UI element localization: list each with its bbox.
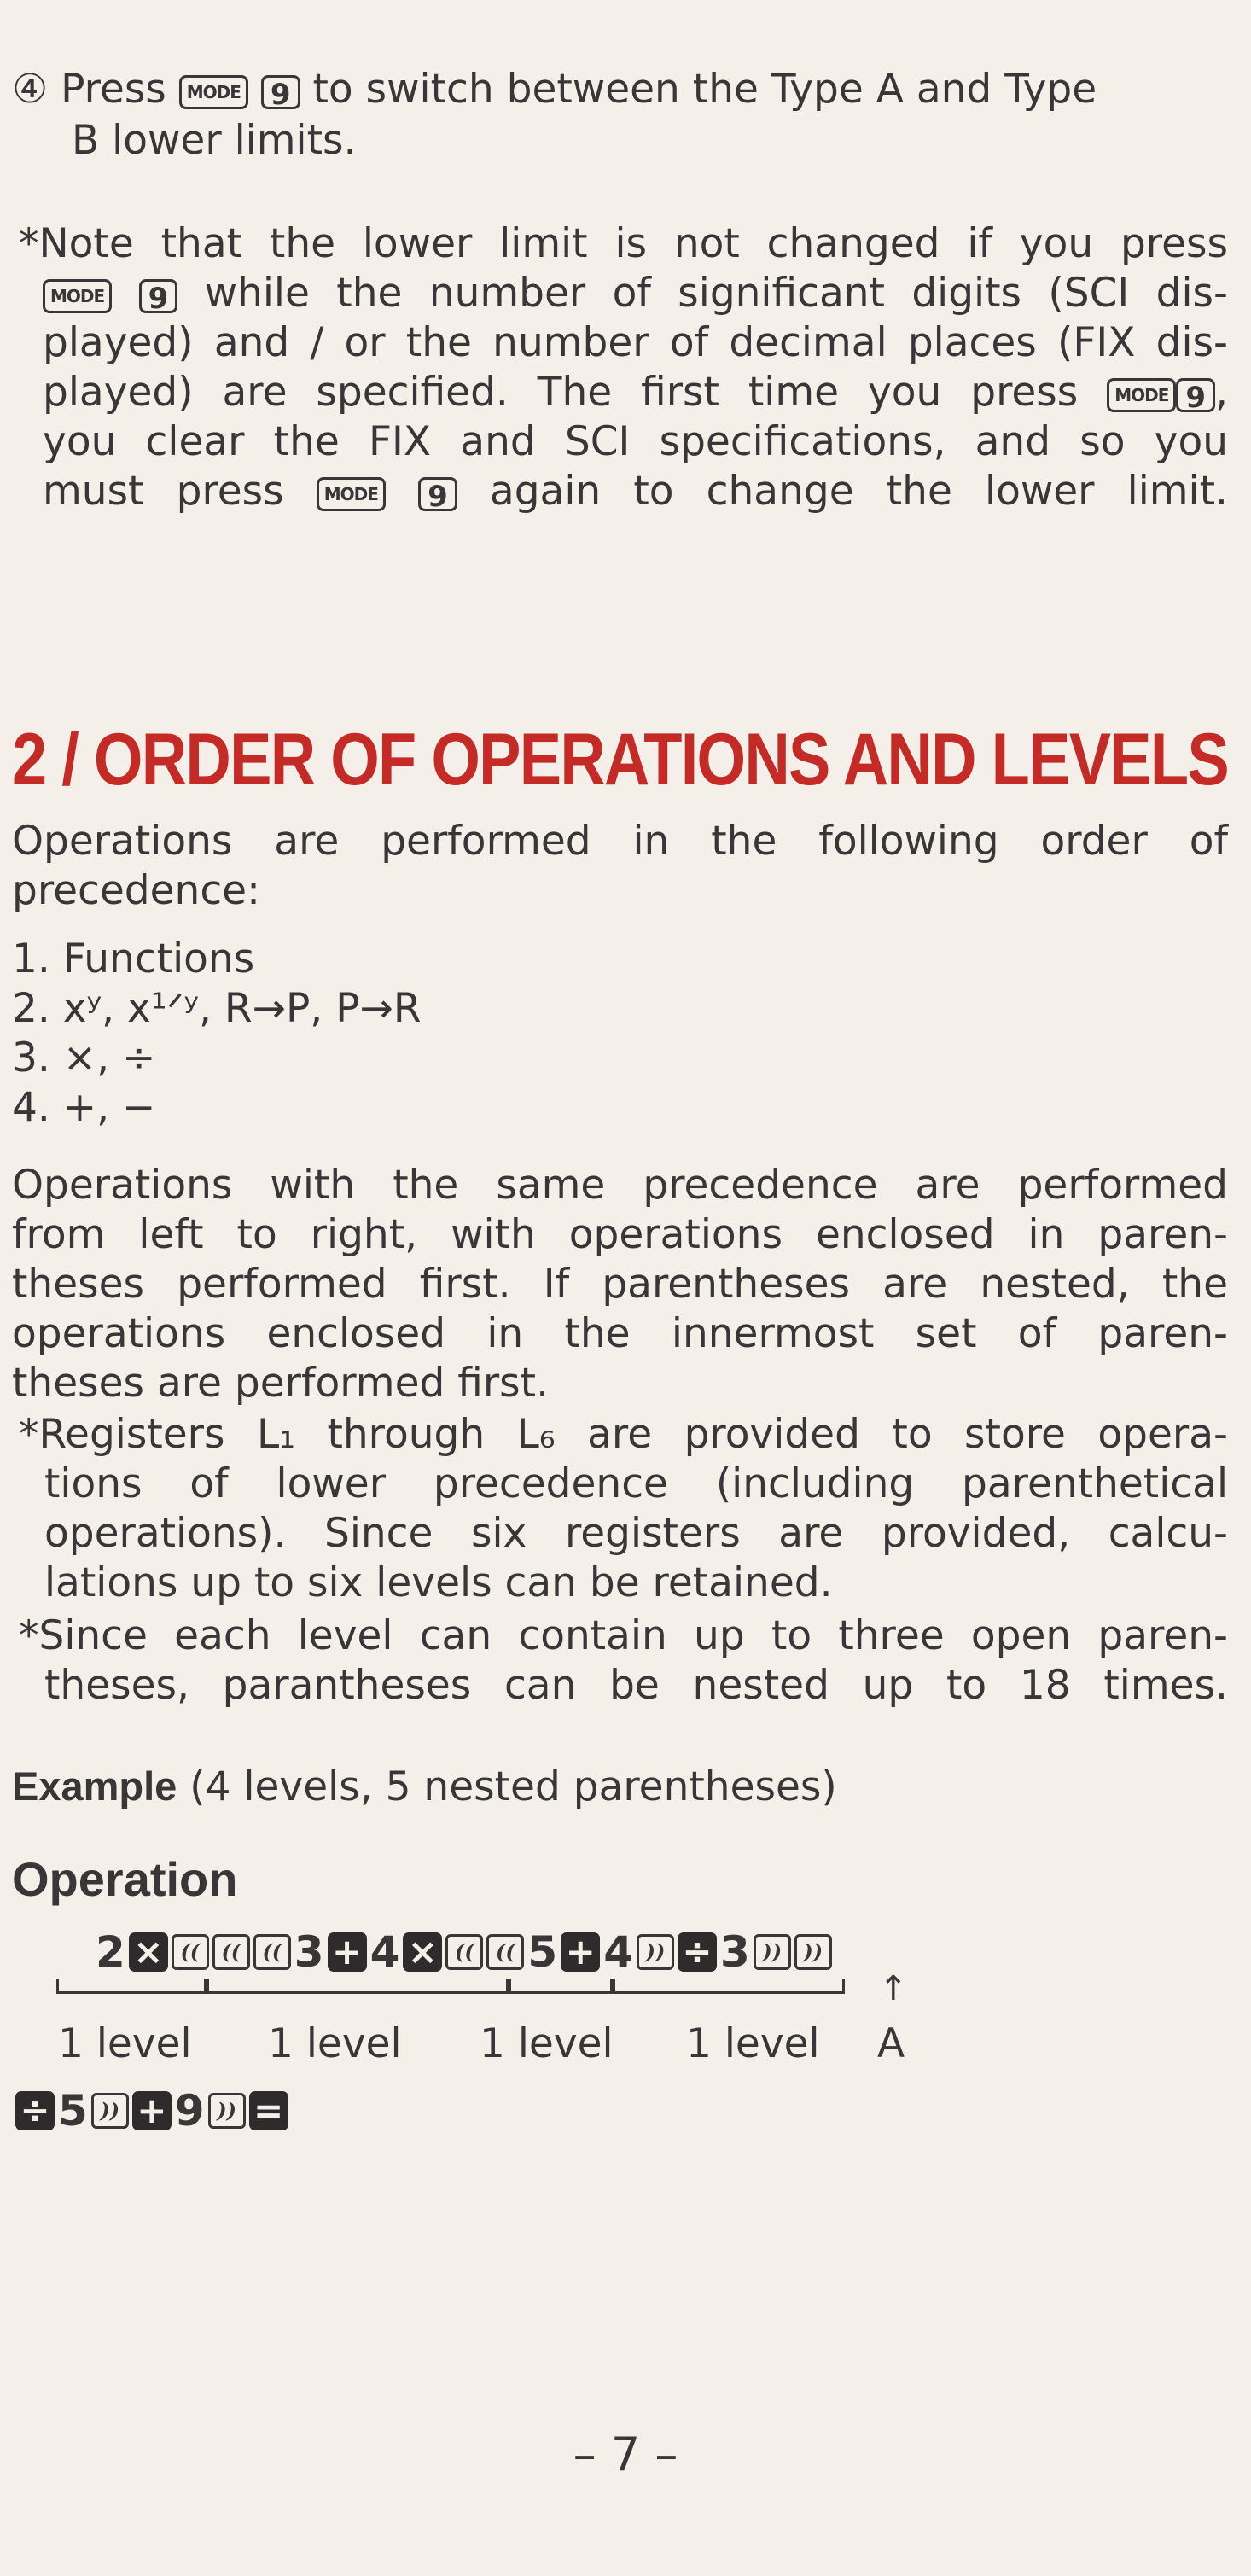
multiply-key-icon: × <box>403 1932 442 1972</box>
level-bracket <box>613 1979 845 1994</box>
digit-key: 3 <box>719 1927 750 1977</box>
key-sequence-row-1 <box>96 1927 832 1977</box>
open-paren-key-icon: (( <box>486 1934 524 1970</box>
digit-key: 4 <box>603 1927 633 1977</box>
key-sequence-row-2 <box>15 2086 288 2136</box>
level-bracket <box>509 1979 613 1994</box>
open-paren-key-icon: (( <box>445 1934 483 1970</box>
digit-key: 3 <box>294 1927 324 1977</box>
precedence-paragraph: Operations with the same precedence are performed from left to right, with operations enclosed in paren- theses performed first. If parentheses are nested, the operations enclosed in the innermost set of paren- theses are performed first. <box>12 1162 1228 1407</box>
divide-key-icon: ÷ <box>15 2091 55 2130</box>
precedence-list <box>12 935 422 1133</box>
nesting-note: *Since each level can contain up to three open paren- theses, parantheses can be nested up to 18 times. <box>19 1612 1228 1709</box>
note-block: *Note that the lower limit is not changed if you press MODE 9 while the number of significant digits (SCI dis- played) and / or the number of decimal places (FIX dis- played) are specified. The first time you press MODE 9 , you clear the FIX and SCI specifications, and so you must press MODE 9 again to change the lower limit. <box>19 220 1228 515</box>
level-bracket <box>207 1979 509 1994</box>
open-paren-key-icon: (( <box>212 1934 250 1970</box>
digit-key: 5 <box>58 2086 88 2136</box>
nine-key-icon: 9 <box>418 477 457 511</box>
open-paren-key-icon: (( <box>172 1934 209 1970</box>
close-paren-key-icon: )) <box>637 1934 674 1970</box>
open-paren-key-icon: (( <box>253 1934 291 1970</box>
nine-key-icon: 9 <box>139 279 178 313</box>
multiply-key-icon: × <box>129 1932 168 1972</box>
close-paren-key-icon: )) <box>208 2093 246 2129</box>
level-label: 1 level <box>480 2020 614 2067</box>
intro-paragraph: Operations are performed in the following order of precedence: <box>12 818 1228 914</box>
nine-key-icon: 9 <box>261 75 300 109</box>
list-item: 4. +, − <box>12 1084 156 1131</box>
level-label: 1 level <box>268 2020 402 2067</box>
circled-4-marker: ④ <box>12 66 49 113</box>
mode-key-icon: MODE <box>43 279 112 313</box>
digit-key: 9 <box>174 2086 205 2136</box>
divide-key-icon: ÷ <box>678 1932 717 1972</box>
list-item: 2. xʸ, x¹ᐟʸ, R→P, P→R <box>12 985 422 1032</box>
mode-key-icon: MODE <box>317 477 386 511</box>
level-label: 1 level <box>686 2020 820 2067</box>
step-4-line-1: ④ Press MODE 9 to switch between the Type A and Type <box>12 66 1097 113</box>
level-a-label: A <box>877 2020 905 2067</box>
plus-key-icon: + <box>561 1932 600 1972</box>
arrow-up-icon: ↑ <box>879 1969 908 2008</box>
list-item: 3. ×, ÷ <box>12 1034 156 1081</box>
mode-key-icon: MODE <box>179 75 248 109</box>
page-number: – 7 – <box>573 2427 678 2481</box>
digit-key: 2 <box>96 1927 125 1977</box>
registers-note: *Registers L₁ through L₆ are provided to store opera- tions of lower precedence (including parenthetical operations). Since six registers are provided, calcu- lations up to six levels can be retained. <box>19 1411 1228 1606</box>
close-paren-key-icon: )) <box>794 1934 832 1970</box>
example-label: Example <box>12 1763 177 1809</box>
nine-key-icon: 9 <box>1176 378 1215 412</box>
section-title: 2 / ORDER OF OPERATIONS AND LEVELS <box>12 719 1228 801</box>
plus-key-icon: + <box>132 2091 172 2130</box>
mode-key-icon: MODE <box>1107 378 1176 412</box>
level-bracket <box>56 1979 207 1994</box>
digit-key: 5 <box>527 1927 558 1977</box>
step-4-line-2: B lower limits. <box>72 117 357 164</box>
level-label: 1 level <box>58 2020 192 2067</box>
equals-key-icon: = <box>249 2091 288 2130</box>
example-line: Example (4 levels, 5 nested parentheses) <box>12 1763 837 1810</box>
close-paren-key-icon: )) <box>91 2093 129 2129</box>
close-paren-key-icon: )) <box>754 1934 791 1970</box>
operation-heading: Operation <box>12 1852 238 1906</box>
list-item: 1. Functions <box>12 935 255 982</box>
plus-key-icon: + <box>328 1932 367 1972</box>
digit-key: 4 <box>369 1927 400 1977</box>
